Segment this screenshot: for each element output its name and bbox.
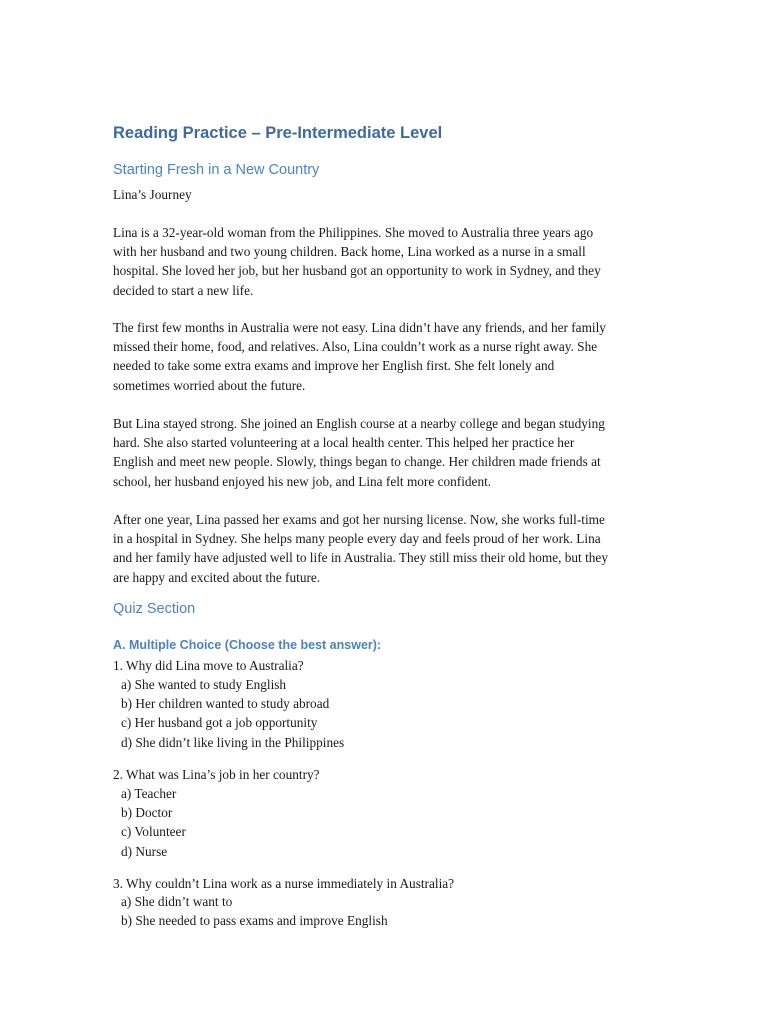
section-a-heading: A. Multiple Choice (Choose the best answer): (113, 638, 382, 652)
paragraph-line: sometimes worried about the future. (113, 377, 306, 393)
answer-option: b) Doctor (121, 805, 173, 820)
paragraph-line: English and meet new people. Slowly, things began to change. Her children made friends at (113, 454, 601, 470)
paragraph (113, 318, 673, 395)
paragraph-line: But Lina stayed strong. She joined an English course at a nearby college and began studying (113, 416, 605, 431)
paragraph-line: decided to start a new life. (113, 282, 254, 298)
paragraph-line: The first few months in Australia were not easy. Lina didn’t have any friends, and her family (113, 320, 606, 335)
paragraph-line: hospital. She loved her job, but her husband got an opportunity to work in Sydney, and they (113, 263, 601, 279)
answer-option: a) Teacher (121, 786, 177, 801)
question-text: 3. Why couldn’t Lina work as a nurse immediately in Australia? (113, 876, 455, 891)
answer-option: d) She didn’t like living in the Philippines (121, 735, 345, 750)
paragraph-line: are happy and excited about the future. (113, 569, 321, 585)
paragraph-line: Lina is a 32-year-old woman from the Philippines. She moved to Australia three years ago (113, 225, 594, 240)
answer-option: c) Volunteer (121, 824, 186, 839)
paragraph-line: needed to take some extra exams and improve her English first. She felt lonely and (113, 358, 555, 374)
paragraph-line: in a hospital in Sydney. She helps many people every day and feels proud of her work. Lina (113, 531, 601, 547)
paragraph-line: school, her husband enjoyed his new job, and Lina felt more confident. (113, 473, 492, 489)
answer-option: b) Her children wanted to study abroad (121, 696, 330, 711)
quiz-heading: Quiz Section (113, 601, 196, 617)
answer-option: d) Nurse (121, 844, 168, 859)
story-subtitle: Lina’s Journey (113, 187, 192, 202)
paragraph-line: with her husband and two young children. Back home, Lina worked as a nurse in a small (113, 244, 586, 260)
answer-option: c) Her husband got a job opportunity (121, 715, 318, 730)
paragraph-line: After one year, Lina passed her exams and got her nursing license. Now, she works full-time (113, 512, 605, 527)
paragraph (113, 510, 673, 587)
paragraph-line: hard. She also started volunteering at a local health center. This helped her practice her (113, 435, 575, 451)
answer-option: a) She didn’t want to (121, 894, 233, 909)
paragraph-line: and her family have adjusted well to life in Australia. They still miss their old home, but they (113, 550, 608, 566)
question-text: 1. Why did Lina move to Australia? (113, 658, 304, 673)
story-heading: Starting Fresh in a New Country (113, 162, 320, 178)
answer-option: a) She wanted to study English (121, 677, 287, 692)
document-title: Reading Practice – Pre-Intermediate Level (113, 124, 443, 142)
paragraph-line: missed their home, food, and relatives. Also, Lina couldn’t work as a nurse right away. She (113, 339, 598, 355)
paragraph (113, 414, 673, 491)
question-text: 2. What was Lina’s job in her country? (113, 767, 320, 782)
answer-option: b) She needed to pass exams and improve English (121, 913, 388, 928)
paragraph (113, 223, 673, 300)
